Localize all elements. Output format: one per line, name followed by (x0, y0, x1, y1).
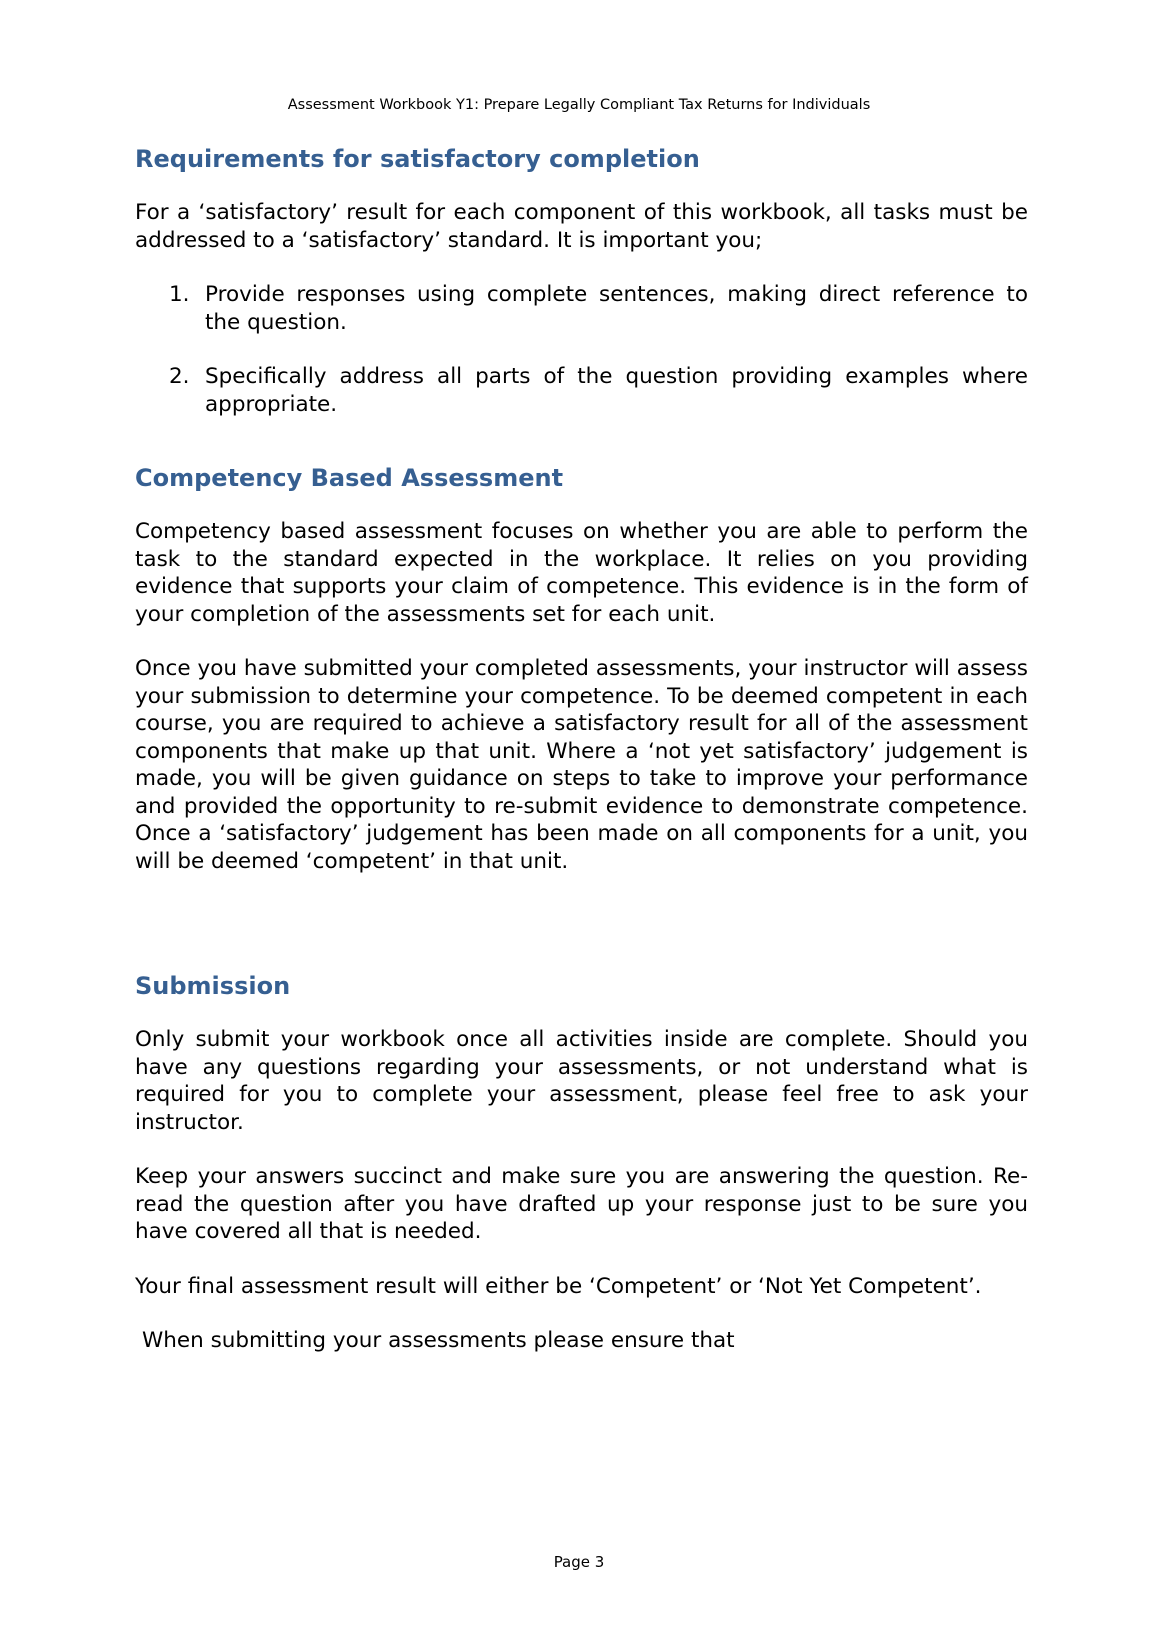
submission-paragraph: Your final assessment result will either be ‘Competent’ or ‘Not Yet Competent’. (135, 1273, 982, 1299)
submission-section (135, 971, 1028, 1355)
competency-paragraph: Competency based assessment focuses on whether you are able to perform the task to the standard expected in the workplace. It relies on you providing evidence that supports your claim of competence. This evidence is in the form of your completion of the assessments set for each unit. (135, 519, 1028, 627)
page-number: Page 3 (553, 1553, 605, 1571)
requirements-heading: Requirements for satisfactory completion (135, 145, 700, 173)
list-item-number: 2. (169, 364, 190, 389)
list-item-text: Specifically address all parts of the question providing examples where appropriate. (205, 364, 1028, 417)
competency-section (135, 463, 1028, 875)
competency-paragraph: Once you have submitted your completed assessments, your instructor will assess your submission to determine your competence. To be deemed competent in each course, you are required to achieve a satisfactory result for all of the assessment components that make up that unit. Where a ‘not yet satisfactory’ judgement is made, you will be given guidance on steps to take to improve your performance and provided the opportunity to re-submit evidence to demonstrate competence. Once a ‘satisfactory’ judgement has been made on all components for a unit, you will be deemed ‘competent’ in that unit. (135, 656, 1028, 874)
requirements-intro: For a ‘satisfactory’ result for each component of this workbook, all tasks must be addressed to a ‘satisfactory’ standard. It is important you; (135, 200, 1028, 253)
submission-heading: Submission (135, 972, 291, 1000)
requirements-section (135, 144, 1028, 418)
page-content (135, 144, 1028, 1355)
submission-paragraph: When submitting your assessments please ensure that (142, 1328, 735, 1353)
submission-paragraph: Keep your answers succinct and make sure you are answering the question. Re-read the question after you have drafted up your response just to be sure you have covered all that is needed. (135, 1164, 1028, 1244)
requirements-list (135, 281, 1028, 418)
list-item (135, 281, 1028, 336)
page-header: Assessment Workbook Y1: Prepare Legally Compliant Tax Returns for Individuals (287, 97, 871, 113)
list-item-text: Provide responses using complete sentences, making direct reference to the question. (205, 282, 1028, 335)
submission-paragraph: Only submit your workbook once all activities inside are complete. Should you have any questions regarding your assessments, or not understand what is required for you to complete your assessment, please feel free to ask your instructor. (135, 1027, 1028, 1135)
competency-heading: Competency Based Assessment (135, 464, 564, 492)
list-item-number: 1. (169, 282, 190, 307)
list-item (135, 363, 1028, 418)
